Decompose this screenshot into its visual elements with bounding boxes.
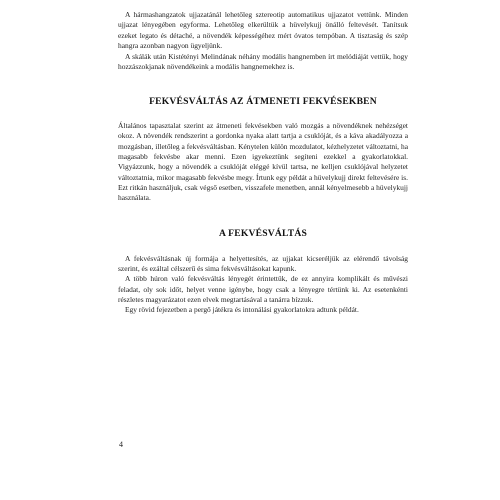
- section-paragraph: Általános tapasztalat szerint az átmeneti fekvésekben való mozgás a növendéknek nehézséget okoz. A növendék rendszerint a gordonka nyaka alatt tartja a csuklóját, és a káva akadályozza a mozgásban, illetőleg a fekvésváltásban. Kénytelen külön mozdulatot, kézhelyzetet változtatni, ha magasabb fekvésbe akar menni. Ezen igyekeztünk segíteni ezekkel a gyakorlatokkal. Vigyázzunk, hogy a növendék a csuklóját eléggé kívül tartsa, ne kelljen csuklójával helyzetet változtatnia, mikor magasabb fekvésbe megy. Írtunk egy példát a hüvelykujj direkt feltevésére is. Ezt ritkán használjuk, csak végső esetben, visszafele menetben, annál kényelmesebb a hüvelykujj használata.: [118, 121, 408, 203]
- section-paragraph: A fekvésváltásnak új formája a helyettesítés, az ujjakat kicseréljük az elérendő távolság szerint, és ezáltal célszerű és sima fekvésváltásokat kapunk.: [118, 253, 408, 274]
- intro-paragraph: A skálák után Kistétényi Melindának néhány modális hangnemben írt melódiáját vettük, hogy hozzászokjanak növendékeink a modális hangnemekhez is.: [118, 52, 408, 72]
- section-paragraph: Egy rövid fejezetben a pergő játékra és intonálási gyakorlatokra adtunk példát.: [125, 305, 359, 315]
- section-heading-transitional-positions: FEKVÉSVÁLTÁS AZ ÁTMENETI FEKVÉSEKBEN: [149, 95, 377, 107]
- section-paragraph: A több húron való fekvésváltás lényegét érintettük, de ez annyira komplikált és művészi feladat, oly sok időt, helyet venne igénybe, hogy csak a lényegre tértünk ki. Az esetenkénti részletes magyarázatot ezen elvek megtartásával a tanárra bízzuk.: [118, 274, 408, 304]
- page-number: 4: [119, 440, 123, 449]
- intro-paragraph: A hármashangzatok ujjazatánál lehetőleg sztereotip automatikus ujjazatot vettünk. Minden ujjazat lényegében egyforma. Lehetőleg elkerültük a hüvelykujj önálló feltevését. Tanítsuk ezeket legato és détaché, a növendék képességéhez mért óvatos tempóban. A tisztaság és szép hangra azonban nagyon ügyeljünk.: [118, 10, 408, 50]
- section-heading-position-change: A FEKVÉSVÁLTÁS: [218, 228, 308, 240]
- text-column: [118, 10, 408, 316]
